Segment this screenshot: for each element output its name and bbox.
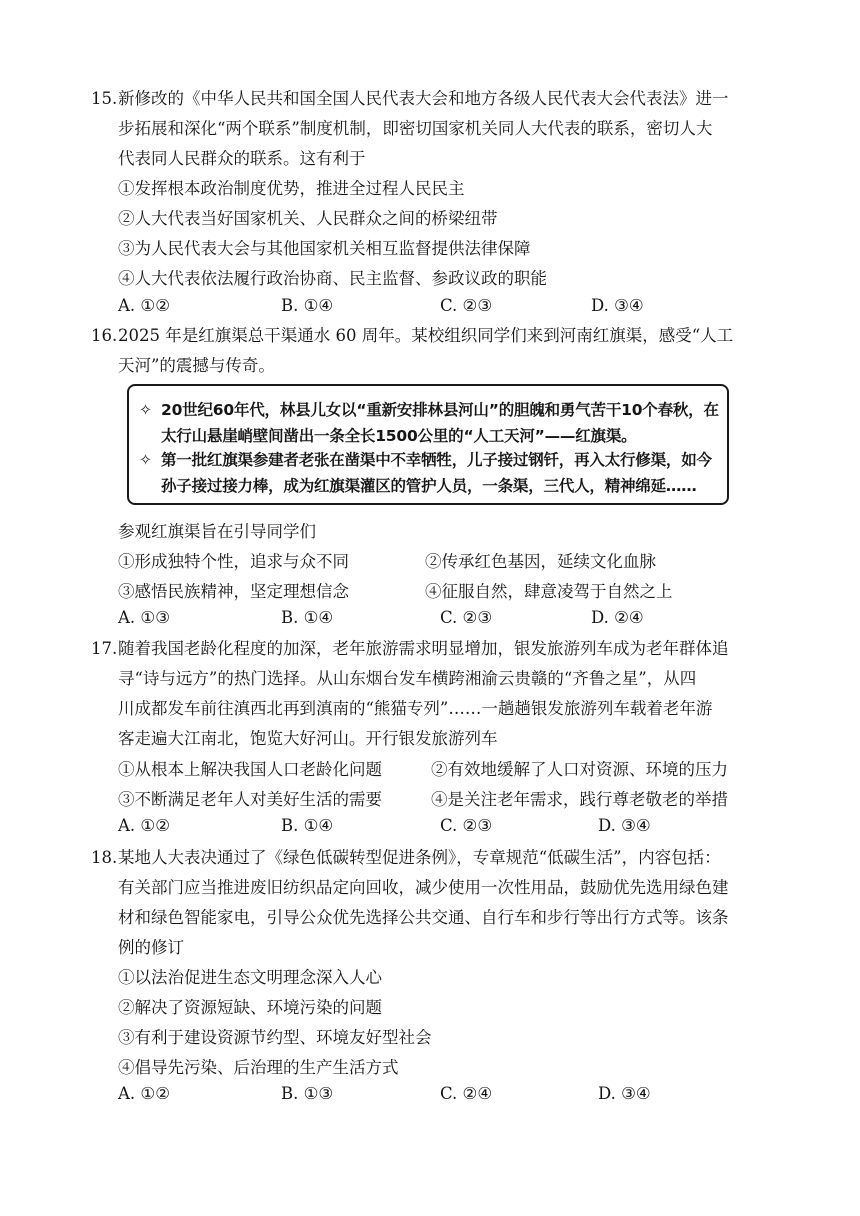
box-text: 第一批红旗渠参建者老张在凿渠中不幸牺牲，儿子接过钢钎，再入太行修渠，如今 [161,451,712,469]
answer-option-c: C. ②④ [440,1084,493,1103]
question-stem-line: 客走遍大江南北，饱览大好河山。开行银发旅游列车 [118,729,498,748]
statement-item: ①发挥根本政治制度优势，推进全过程人民民主 [118,179,465,198]
statement-item: ④人大代表依法履行政治协商、民主监督、参政议政的职能 [118,269,547,288]
question-stem-line: 例的修订 [118,938,184,957]
box-line: 太行山悬崖峭壁间凿出一条全长1500公里的“人工天河”——红旗渠。 [161,427,637,445]
question-stem-line: 2025 年是红旗渠总干渠通水 60 周年。某校组织同学们来到河南红旗渠，感受“人工 [118,326,734,345]
box-line [139,400,719,420]
statement-item: ③为人民代表大会与其他国家机关相互监督提供法律保障 [118,239,531,258]
diamond-star-icon: ✧ [139,451,152,469]
question-number: 16. [91,326,118,345]
statement-item: ①从根本上解决我国人口老龄化问题 [118,760,382,779]
answer-option-b: B. ①④ [281,816,334,835]
question-stem-line: 代表同人民群众的联系。这有利于 [118,149,366,168]
answer-option-d: D. ③④ [598,1084,651,1103]
statement-item: ④倡导先污染、后治理的生产生活方式 [118,1058,399,1077]
answer-option-a: A. ①② [118,296,170,315]
question-number: 18. [91,848,118,867]
box-line [139,450,712,470]
answer-option-b: B. ①④ [281,296,334,315]
statement-item: ②有效地缓解了人口对资源、环境的压力 [431,760,728,779]
question-prompt: 参观红旗渠旨在引导同学们 [118,522,316,541]
question-stem-line: 新修改的《中华人民共和国全国人民代表大会和地方各级人民代表大会代表法》进一 [118,89,729,108]
statement-item: ②传承红色基因，延续文化血脉 [425,552,656,571]
answer-option-d: D. ③④ [591,296,644,315]
diamond-star-icon: ✧ [139,401,152,419]
answer-option-a: A. ①② [118,816,170,835]
question-stem-line: 材和绿色智能家电，引导公众优先选择公共交通、自行车和步行等出行方式等。该条 [118,908,729,927]
box-text: 20世纪60年代，林县儿女以“重新安排林县河山”的胆魄和勇气苦干10个春秋，在 [161,401,719,419]
answer-option-c: C. ②③ [440,296,493,315]
statement-item: ②解决了资源短缺、环境污染的问题 [118,998,382,1017]
statement-item: ④征服自然，肆意凌驾于自然之上 [425,582,673,601]
question-stem-line: 某地人大表决通过了《绿色低碳转型促进条例》，专章规范“低碳生活”，内容包括： [118,848,721,867]
answer-option-a: A. ①② [118,1084,170,1103]
answer-option-d: D. ③④ [598,816,651,835]
statement-item: ③不断满足老年人对美好生活的需要 [118,790,382,809]
question-stem-line: 寻“诗与远方”的热门选择。从山东烟台发车横跨湘渝云贵赣的“齐鲁之星”，从四 [118,669,697,688]
answer-option-a: A. ①③ [118,608,170,627]
answer-option-b: B. ①③ [281,1084,334,1103]
question-stem-line: 天河”的震撼与传奇。 [118,356,275,375]
statement-item: ①以法治促进生态文明理念深入人心 [118,968,382,987]
question-stem-line: 随着我国老龄化程度的加深，老年旅游需求明显增加，银发旅游列车成为老年群体追 [118,639,729,658]
question-stem-line: 步拓展和深化“两个联系”制度机制，即密切国家机关同人大代表的联系，密切人大 [118,119,713,138]
statement-item: ③有利于建设资源节约型、环境友好型社会 [118,1028,432,1047]
question-number: 15. [91,89,118,108]
statement-item: ③感悟民族精神，坚定理想信念 [118,582,349,601]
question-stem-line: 川成都发车前往滇西北再到滇南的“熊猫专列”……一趟趟银发旅游列车载着老年游 [118,699,713,718]
material-box [127,384,729,505]
statement-item: ①形成独特个性，追求与众不同 [118,552,349,571]
statement-item: ④是关注老年需求，践行尊老敬老的举措 [431,790,728,809]
question-number: 17. [91,639,118,658]
question-stem-line: 有关部门应当推进废旧纺织品定向回收，减少使用一次性用品，鼓励优先选用绿色建 [118,878,729,897]
answer-option-d: D. ②④ [591,608,644,627]
answer-option-b: B. ①④ [281,608,334,627]
statement-item: ②人大代表当好国家机关、人民群众之间的桥梁纽带 [118,209,498,228]
box-line: 孙子接过接力棒，成为红旗渠灌区的管护人员，一条渠，三代人，精神绵延…… [161,477,697,495]
answer-option-c: C. ②③ [440,608,493,627]
answer-option-c: C. ②③ [440,816,493,835]
